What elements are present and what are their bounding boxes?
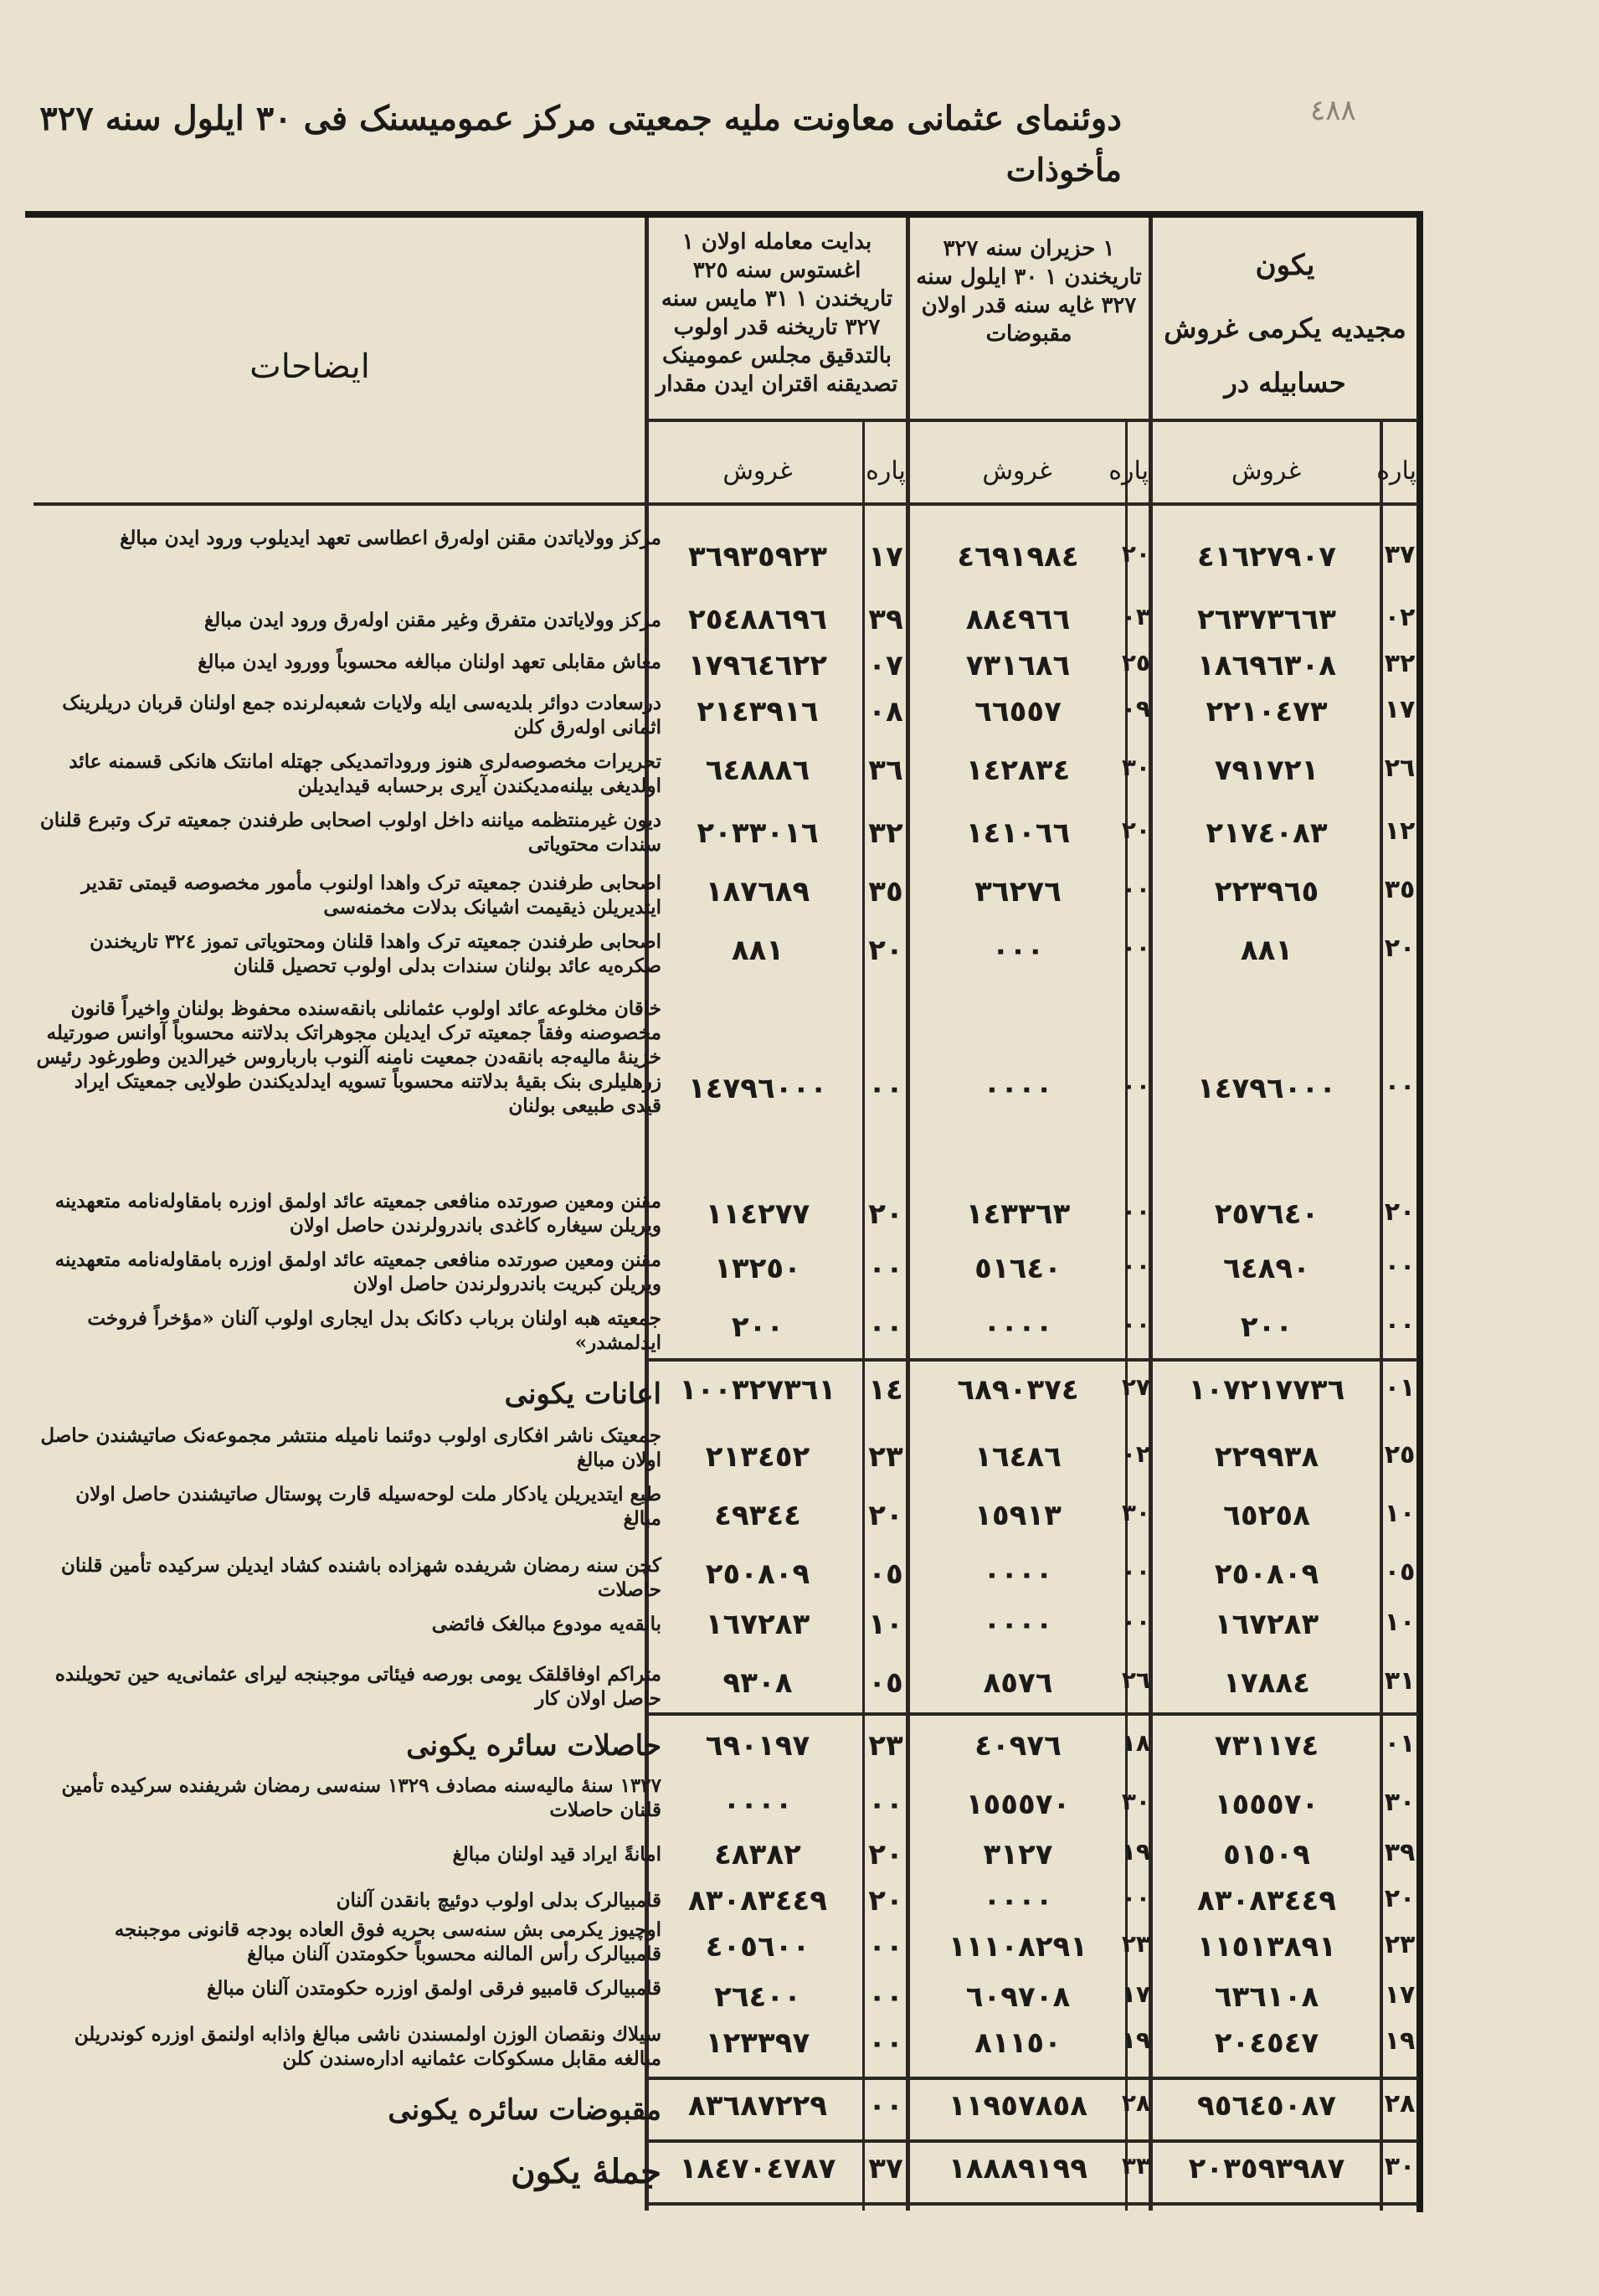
col2-kurus-cell: ٠٠٠٠: [983, 1072, 1053, 1105]
col2-para-cell: ٢٦: [1121, 1666, 1150, 1694]
col2-para-cell: ٠٣: [1121, 603, 1150, 631]
col1-kurus-cell: ٢٦٤٠٠: [714, 1980, 801, 2014]
col3-para-cell: ١٩: [1384, 2026, 1416, 2056]
row-description: معاش مقابلی تعهد اولنان مبالغه محسوباً وورود ایدن مبالغ: [198, 651, 661, 673]
col3-para-cell: ٠٠: [1384, 1072, 1416, 1101]
col1-kurus-cell: ٢٠٠: [731, 1310, 784, 1344]
col3-kurus-cell: ٦٥٢٥٨: [1223, 1499, 1310, 1532]
col3-para-cell: ٠١: [1384, 1729, 1416, 1758]
subtotal-label: مقبوضات سائره یکونی: [388, 2093, 661, 2127]
row-description: قامبیالرک بدلی اولوب دوئیچ بانقدن آلنان: [336, 1889, 661, 1912]
row-description: تحریرات مخصوصه‌لری هنوز وروداتمدیکی جهتله امانتک هانکی قسمنه عائد اولدیغی بیلنه‌مدیکندن آیری برحسابه قیدایدیلن: [69, 750, 661, 797]
col1-kurus-cell: ١٤٧٩٦٠٠٠: [687, 1072, 827, 1105]
explanations-header: ایضاحات: [249, 347, 370, 386]
col3-kurus-cell: ٢٠٠: [1240, 1310, 1293, 1344]
col1-kurus-cell: ٠٠٠٠: [722, 1788, 793, 1821]
col3-para-cell: ١٠: [1384, 1499, 1416, 1528]
col1-para-cell: ٢٣: [868, 1729, 903, 1763]
page-subtitle: مأخوذات: [1005, 151, 1122, 188]
col1-para-cell: ٢٠: [868, 1499, 903, 1532]
col1-para-cell: ٣٦: [868, 754, 903, 787]
col3-kurus-cell: ٨٨١: [1240, 934, 1293, 967]
col3-kurus-cell: ٨٣٠٨٣٤٤٩: [1196, 1884, 1336, 1918]
col1-kurus-cell: ١٦٧٢٨٣: [705, 1608, 810, 1641]
col3-kurus-cell: ١٧٨٨٤: [1223, 1666, 1310, 1700]
row-description: کچن سنه رمضان شریفده شهزاده باشنده کشاد ایدیلن سرکیده تأمین قلنان حاصلات: [60, 1554, 661, 1601]
table-rule-top: [25, 211, 1423, 218]
col3-para-cell: ٣٢: [1384, 649, 1416, 678]
col3-para-label: پاره: [1376, 456, 1416, 486]
col1-para-cell: ٠٠: [868, 1788, 903, 1821]
header-divider: [33, 502, 1418, 506]
col2-para-cell: ٢٠: [1121, 540, 1150, 568]
col3-para-cell: ٠٠: [1384, 1310, 1416, 1340]
row-description: اصحابی طرفندن جمعیته ترک واهدا اولنوب مأمور مخصوصه قیمتی تقدیر ایتدیریلن ذیقیمت اشیانک بدلات مخمنه‌سی: [81, 872, 661, 919]
col3-kurus-cell: ٢٥٧٦٤٠: [1214, 1197, 1319, 1231]
col2-kurus-cell: ١٨٨٨٩١٩٩: [948, 2152, 1087, 2185]
col2-para-cell: ٣٠: [1121, 754, 1150, 781]
row-description: اصحابی طرفندن جمعیته ترک واهدا قلنان ومحتویاتی تموز ٣٢٤ تاریخندن صکره‌یه عائد بولنان سندات بدلی اولوب تحصیل قلنان: [90, 930, 661, 977]
subtotal-rule: [646, 1712, 1418, 1716]
col1-para-cell: ٠٠: [868, 1252, 903, 1285]
col1-kurus-cell: ٦٤٨٨٨٦: [705, 754, 810, 787]
col1-kurus-cell: ٢١٣٤٥٢: [705, 1440, 810, 1474]
col2-kurus-cell: ٠٠٠٠: [983, 1310, 1053, 1344]
col3-para-cell: ٣٠: [1384, 2152, 1416, 2181]
col1-kurus-cell: ٨٨١: [731, 934, 784, 967]
subtotal-rule: [646, 2077, 1418, 2080]
col1-para-cell: ٠٨: [868, 695, 903, 728]
col2-kurus-cell: ٦٠٩٧٠٨: [965, 1980, 1071, 2014]
col1-kurus-cell: ٢٠٣٣٠١٦: [697, 816, 819, 850]
row-description: خاقان مخلوعه عائد اولوب عثمانلی بانقه‌سنده محفوظ بولنان واخیراً قانون مخصوصنه وفقاً جمعیته ترک ایدیلن مجوهراتک بدلاتنه محسوباً آوانس صورتیله خزینهٔ مالیه‌جه بانقه‌دن جمعیت نامنه آلنوب بارباروس خیرالدین وطورغود رئیس زرهلیلری بنک بقیهٔ بدلاتنه محسوباً تسویه ایدلدیکندن طولایی جمعیتک ایراد قیدی طبیعی بولنان: [36, 997, 661, 1117]
col3-kurus-cell: ٢٠٣٥٩٣٩٨٧: [1188, 2152, 1345, 2185]
row-description: طبع ایتدیریلن یادکار ملت لوحه‌سیله قارت پوستال صاتیشندن حاصل اولان مبالغ: [75, 1483, 661, 1530]
col1-kurus-cell: ١٠٠٣٢٧٣٦١: [679, 1373, 836, 1407]
col3-para-cell: ٢٨: [1384, 2089, 1416, 2118]
col1-kurus-label: غروش: [722, 456, 793, 486]
col1-para-cell: ١٤: [868, 1373, 903, 1407]
col2-kurus-cell: ٣١٢٧: [983, 1838, 1053, 1871]
col3-para-cell: ٠٥: [1384, 1557, 1416, 1587]
col3-kurus-cell: ١٦٧٢٨٣: [1214, 1608, 1319, 1641]
col3-para-cell: ٣٠: [1384, 1788, 1416, 1817]
col2-kurus-cell: ١١١٠٨٢٩١: [948, 1930, 1087, 1964]
col1-para-cell: ٣٩: [868, 603, 903, 636]
col3-header-total: یکون: [1255, 249, 1315, 282]
col2-kurus-cell: ١٤٣٣٦٣: [965, 1197, 1071, 1231]
col2-para-cell: ٠٠: [1121, 1608, 1150, 1635]
col1-kurus-cell: ٩٣٠٨: [722, 1666, 793, 1700]
col3-para-cell: ٢٣: [1384, 1930, 1416, 1959]
subtotal-rule: [646, 1358, 1418, 1362]
col1-para-cell: ٣٥: [868, 875, 903, 909]
col2-kurus-cell: ١١٩٥٧٨٥٨: [948, 2089, 1087, 2123]
col1-kurus-cell: ١٧٩٦٤٦٢٢: [687, 649, 827, 682]
col2-kurus-cell: ١٤١٠٦٦: [965, 816, 1071, 850]
col2-para-cell: ٣٣: [1121, 2152, 1150, 2180]
col3-kurus-cell: ٩٥٦٤٥٠٨٧: [1196, 2089, 1336, 2123]
col2-para-cell: ٠٠: [1121, 875, 1150, 903]
col3-para-cell: ١٧: [1384, 1980, 1416, 2010]
col3-para-cell: ١٧: [1384, 695, 1416, 724]
col2-para-cell: ٢٠: [1121, 816, 1150, 844]
col1-para-cell: ٠٠: [868, 1310, 903, 1344]
col1-para-cell: ٠٧: [868, 649, 903, 682]
col2-para-cell: ٢٥: [1121, 649, 1150, 677]
col2-kurus-cell: ١٥٥٥٧٠: [965, 1788, 1071, 1821]
col1-para-cell: ١٧: [868, 540, 903, 574]
row-description: درسعادت دوائر بلدیه‌سی ایله ولایات شعبه‌لرنده جمع اولنان قربان دریلرینک اثمانی اوله‌رق کلن: [62, 692, 661, 739]
col-divider: [862, 419, 865, 2211]
page-number: ٤٨٨: [1310, 94, 1356, 127]
col1-para-cell: ٠٠: [868, 2089, 903, 2123]
col2-kurus-cell: ٤٦٩١٩٨٤: [957, 540, 1079, 574]
col2-para-cell: ١٨: [1121, 1729, 1150, 1757]
col2-kurus-cell: ١٦٤٨٦: [974, 1440, 1062, 1474]
col3-para-cell: ٠٢: [1384, 603, 1416, 632]
col1-para-cell: ٠٠: [868, 1930, 903, 1964]
col3-para-cell: ٠١: [1384, 1373, 1416, 1403]
col3-para-cell: ٢٦: [1384, 754, 1416, 783]
col2-para-cell: ٠٠: [1121, 1252, 1150, 1279]
col3-kurus-cell: ١١٥١٣٨٩١: [1196, 1930, 1336, 1964]
row-description: مقنن ومعین صورتده منافعی جمعیته عائد اولمق اوزره بامقاوله‌نامه متعهدینه ویریلن سیغاره کاغدی باندرولرندن حاصل اولان: [54, 1190, 661, 1237]
col1-para-cell: ١٠: [868, 1608, 903, 1641]
col1-kurus-cell: ٦٩٠١٩٧: [705, 1729, 810, 1763]
col1-kurus-cell: ٢١٤٣٩١٦: [697, 695, 819, 728]
col1-para-label: پاره: [866, 456, 906, 486]
col2-para-cell: ٢٨: [1121, 2089, 1150, 2117]
table-rule-right: [1416, 211, 1423, 2212]
col2-kurus-cell: ٥١٦٤٠: [974, 1252, 1062, 1285]
col1-para-cell: ٢٠: [868, 934, 903, 967]
col2-kurus-cell: ٤٠٩٧٦: [974, 1729, 1062, 1763]
col1-kurus-cell: ١١٤٢٧٧: [705, 1197, 810, 1231]
row-description: ١٣٢٧ سنهٔ مالیه‌سنه مصادف ١٣٢٩ سنه‌سی رمضان شریفنده سرکیده تأمین قلنان حاصلات: [61, 1774, 661, 1821]
col1-para-cell: ٠٠: [868, 1072, 903, 1105]
col3-para-cell: ٠٠: [1384, 1252, 1416, 1281]
row-description: بانقه‌یه مودوع مبالغک فائضی: [431, 1613, 661, 1635]
col2-kurus-cell: ٨٨٤٩٦٦: [965, 603, 1071, 636]
col3-kurus-cell: ٥١٥٠٩: [1223, 1838, 1310, 1871]
col3-kurus-cell: ٢١٧٤٠٨٣: [1206, 816, 1328, 850]
col2-kurus-cell: ٠٠٠٠: [983, 1557, 1053, 1591]
col-divider: [906, 218, 910, 2211]
col1-para-cell: ٠٥: [868, 1666, 903, 1700]
col1-kurus-cell: ٤٠٥٦٠٠: [705, 1930, 810, 1964]
col3-kurus-cell: ٢٢١٠٤٧٣: [1206, 695, 1328, 728]
row-description: جمعیته هبه اولنان برباب دکانک بدل ایجاری اولوب آلنان «مؤخراً فروخت ایدلمشدر»: [87, 1307, 661, 1354]
subtotal-label: اعانات یکونی: [504, 1377, 661, 1411]
col1-kurus-cell: ٢٥٠٨٠٩: [705, 1557, 810, 1591]
col1-kurus-cell: ١٢٣٣٩٧: [705, 2026, 810, 2060]
col2-para-cell: ٢٧: [1121, 1373, 1150, 1401]
row-description: مرکز وولایاتدن متفرق وغیر مقنن اوله‌رق ورود ایدن مبالغ: [203, 609, 661, 631]
col2-kurus-cell: ٦٨٩٠٣٧٤: [957, 1373, 1079, 1407]
col3-kurus-cell: ٤١٦٢٧٩٠٧: [1196, 540, 1336, 574]
col1-header: بدایت معامله اولان ١ اغستوس سنه ٣٢٥ تاریخندن ١ ٣١ مایس سنه ٣٢٧ تاریخنه قدر اولوب بالتدقیق مجلس عمومینک تصدیقنه اقتران ایدن مقدار: [656, 229, 898, 397]
col2-para-cell: ٠٠: [1121, 1884, 1150, 1912]
col3-kurus-cell: ٢٥٠٨٠٩: [1214, 1557, 1319, 1591]
col1-para-cell: ٢٠: [868, 1838, 903, 1871]
col2-para-cell: ٠٠: [1121, 1072, 1150, 1099]
col2-kurus-cell: ٠٠٠٠: [983, 1608, 1053, 1641]
col2-kurus-cell: ١٤٢٨٣٤: [965, 754, 1071, 787]
grand-total-label: جملهٔ یکون: [511, 2152, 661, 2191]
col3-para-cell: ٣١: [1384, 1666, 1416, 1696]
col1-para-cell: ٢٠: [868, 1197, 903, 1231]
col3-kurus-cell: ٢٢٣٩٦٥: [1214, 875, 1319, 909]
col2-kurus-cell: ٧٣١٦٨٦: [965, 649, 1071, 682]
col3-kurus-cell: ١٤٧٩٦٠٠٠: [1196, 1072, 1336, 1105]
col2-para-cell: ١٩: [1121, 2026, 1150, 2054]
col3-kurus-cell: ٢٢٩٩٣٨: [1214, 1440, 1319, 1474]
col1-para-cell: ٢٣: [868, 1440, 903, 1474]
col1-para-cell: ٢٠: [868, 1884, 903, 1918]
col1-para-cell: ٠٠: [868, 2026, 903, 2060]
col3-kurus-cell: ٧٣١١٧٤: [1214, 1729, 1319, 1763]
grand-total-rule: [646, 2139, 1418, 2143]
row-description: دیون غیرمنتظمه میاننه داخل اولوب اصحابی طرفندن جمعیته ترک وتبرع قلنان سندات محتویاتی: [39, 809, 661, 856]
col2-para-cell: ٢٣: [1121, 1930, 1150, 1958]
col3-kurus-cell: ١٨٦٩٦٣٠٨: [1196, 649, 1336, 682]
col3-header-line2: مجیدیه یکرمی غروش: [1164, 312, 1406, 344]
col1-para-cell: ٠٥: [868, 1557, 903, 1591]
col1-para-cell: ٠٠: [868, 1980, 903, 2014]
col3-para-cell: ٣٧: [1384, 540, 1416, 569]
col2-para-cell: ١٩: [1121, 1838, 1150, 1866]
col2-kurus-cell: ١٥٩١٣: [974, 1499, 1062, 1532]
col2-para-cell: ٠٠: [1121, 1557, 1150, 1585]
col1-kurus-cell: ٨٣٦٨٧٢٢٩: [687, 2089, 827, 2123]
col2-kurus-cell: ٨١١٥٠: [974, 2026, 1062, 2060]
col3-kurus-cell: ٦٤٨٩٠: [1223, 1252, 1310, 1285]
col2-kurus-cell: ٣٦٢٧٦: [974, 875, 1062, 909]
col1-kurus-cell: ٢٥٤٨٨٦٩٦: [687, 603, 827, 636]
col3-para-cell: ٣٥: [1384, 875, 1416, 904]
col2-header: ١ حزیران سنه ٣٢٧ تاریخندن ١ ٣٠ ایلول سنه ٣٢٧ غایه سنه قدر اولان مقبوضات: [916, 236, 1142, 347]
col2-para-label: پاره: [1108, 456, 1149, 486]
row-description: مرکز وولایاتدن مقنن اوله‌رق اعطاسی تعهد ایدیلوب ورود ایدن مبالغ: [120, 527, 661, 549]
col2-para-cell: ٣٠: [1121, 1788, 1150, 1815]
col3-kurus-cell: ٢٦٣٧٣٦٦٣: [1196, 603, 1336, 636]
col1-para-cell: ٣٧: [868, 2152, 903, 2185]
row-description: امانةً ایراد قید اولنان مبالغ: [452, 1843, 661, 1866]
col2-para-cell: ٠٢: [1121, 1440, 1150, 1468]
row-description: اوچیوز یکرمی بش سنه‌سی بحریه فوق العاده بودجه قانونی موجبنجه قامبیالرک رأس المالنه محسوباً حکومتدن آلنان مبالغ: [114, 1918, 661, 1965]
col1-kurus-cell: ٤٨٣٨٢: [714, 1838, 801, 1871]
col2-kurus-cell: ٦٦٥٥٧: [974, 695, 1062, 728]
col2-kurus-cell: ٨٥٧٦: [983, 1666, 1053, 1700]
subtotal-label: حاصلات سائره یکونی: [406, 1729, 661, 1763]
header-divider: [646, 419, 1418, 422]
col2-kurus-cell: ٠٠٠٠: [983, 1884, 1053, 1918]
col3-para-cell: ٢٠: [1384, 934, 1416, 963]
col1-kurus-cell: ١٨٤٧٠٤٧٨٧: [679, 2152, 836, 2185]
col1-kurus-cell: ١٨٧٦٨٩: [705, 875, 810, 909]
row-description: قامبیالرک قامبیو فرقی اولمق اوزره حکومتدن آلنان مبالغ: [206, 1977, 661, 2000]
col1-kurus-cell: ٣٦٩٣٥٩٢٣: [687, 540, 827, 574]
col2-para-cell: ٠٠: [1121, 1310, 1150, 1338]
col2-para-cell: ٣٠: [1121, 1499, 1150, 1526]
col1-kurus-cell: ٤٩٣٤٤: [714, 1499, 801, 1532]
col2-para-cell: ٠٠: [1121, 934, 1150, 961]
col3-kurus-cell: ٢٠٤٥٤٧: [1214, 2026, 1319, 2060]
col3-para-cell: ٣٩: [1384, 1838, 1416, 1867]
row-description: مقنن ومعین صورتده منافعی جمعیته عائد اولمق اوزره بامقاوله‌نامه متعهدینه ویریلن کبریت باندرولرندن حاصل اولان: [54, 1248, 661, 1295]
col3-para-cell: ٢٥: [1384, 1440, 1416, 1470]
col3-kurus-cell: ٦٣٦١٠٨: [1214, 1980, 1319, 2014]
col2-para-cell: ٠٩: [1121, 695, 1150, 723]
col2-para-cell: ١٧: [1121, 1980, 1150, 2008]
col3-para-cell: ١٠: [1384, 1608, 1416, 1637]
row-description: متراکم اوفاقلقک یومی بورصه فیئاتی موجبنجه لیرای عثمانی‌یه حین تحویلنده حاصل اولان کار: [54, 1663, 661, 1710]
col2-kurus-cell: ٠٠٠: [991, 934, 1045, 967]
col1-kurus-cell: ٨٣٠٨٣٤٤٩: [687, 1884, 827, 1918]
col3-kurus-cell: ١٥٥٥٧٠: [1214, 1788, 1319, 1821]
col3-para-cell: ١٢: [1384, 816, 1416, 846]
col2-kurus-label: غروش: [982, 456, 1052, 486]
col3-para-cell: ٢٠: [1384, 1884, 1416, 1913]
row-description: جمعیتک ناشر افکاری اولوب دوئنما نامیله منتشر مجموعه‌نک صاتیشندن حاصل اولان مبالغ: [40, 1424, 661, 1471]
col3-kurus-cell: ١٠٧٢١٧٧٣٦: [1188, 1373, 1345, 1407]
col3-kurus-cell: ٧٩١٧٢١: [1214, 754, 1319, 787]
col1-para-cell: ٣٢: [868, 816, 903, 850]
col2-para-cell: ٠٠: [1121, 1197, 1150, 1225]
col1-kurus-cell: ١٣٢٥٠: [714, 1252, 801, 1285]
row-description: سیلاك ونقصان الوزن اولمسندن ناشی مبالغ واذابه اولنمق اوزره کوندریلن مبالغه مقابل مسکوکات عثمانیه اداره‌سندن کلن: [74, 2023, 661, 2070]
col3-header-line3: حسابیله در: [1224, 367, 1346, 399]
page-title: دوئنمای عثمانی معاونت ملیه جمعیتی مرکز عمومیسنک فی ٣٠ ایلول سنه ٣٢٧: [39, 99, 1122, 138]
col3-kurus-label: غروش: [1231, 456, 1302, 486]
col3-para-cell: ٢٠: [1384, 1197, 1416, 1227]
grand-total-rule: [646, 2202, 1418, 2206]
